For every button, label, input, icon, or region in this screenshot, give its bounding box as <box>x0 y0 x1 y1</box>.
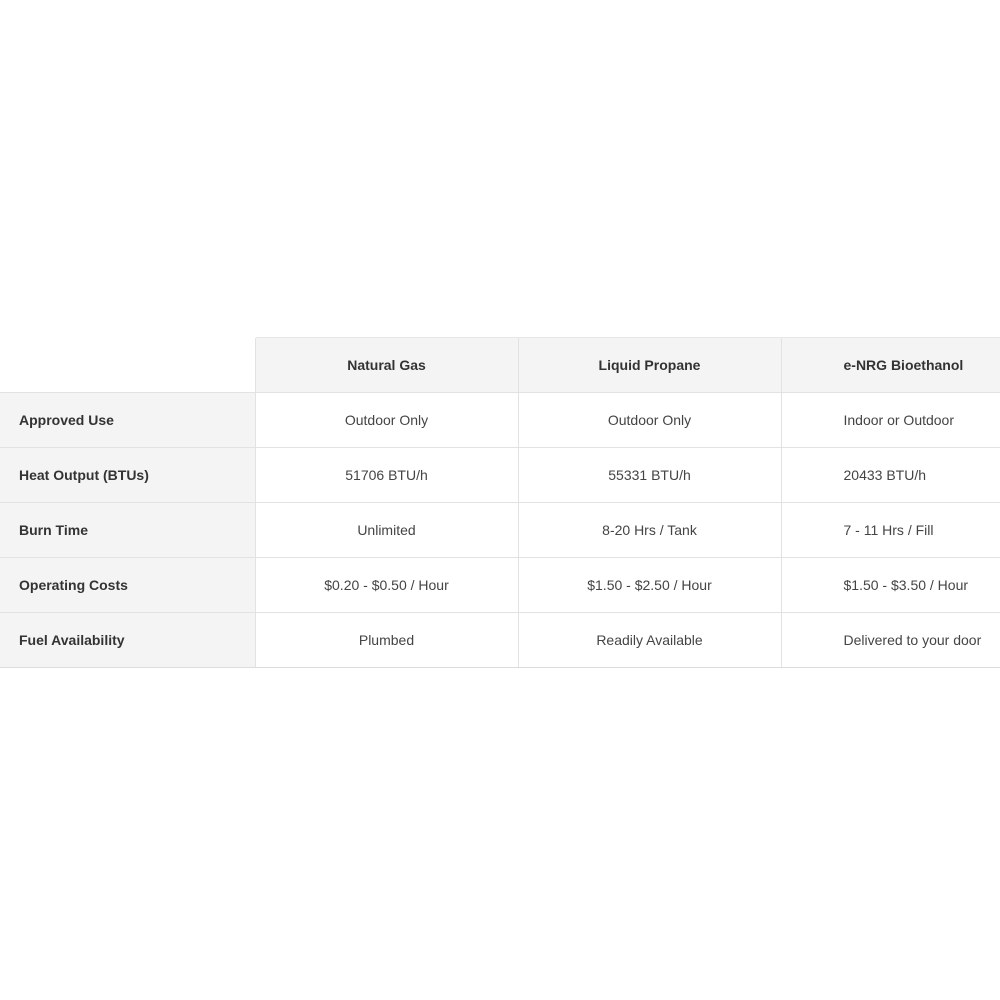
row-label-fuel-availability: Fuel Availability <box>0 613 255 668</box>
table-cell: Plumbed <box>255 613 518 668</box>
table-cell: Indoor or Outdoor <box>781 393 1000 448</box>
column-header-bioethanol: e-NRG Bioethanol <box>781 338 1000 393</box>
table-row <box>0 503 1000 558</box>
table-cell: 8-20 Hrs / Tank <box>518 503 781 558</box>
table-cell: 7 - 11 Hrs / Fill <box>781 503 1000 558</box>
table-cell: $0.20 - $0.50 / Hour <box>255 558 518 613</box>
row-label-approved-use: Approved Use <box>0 393 255 448</box>
header-blank-cell <box>0 338 255 393</box>
table-cell: Readily Available <box>518 613 781 668</box>
column-header-natural-gas: Natural Gas <box>255 338 518 393</box>
table-cell: Outdoor Only <box>518 393 781 448</box>
table-row <box>0 613 1000 668</box>
column-header-liquid-propane: Liquid Propane <box>518 338 781 393</box>
table-cell: Delivered to your door <box>781 613 1000 668</box>
table-header-row <box>0 338 1000 393</box>
table-cell: 55331 BTU/h <box>518 448 781 503</box>
table-cell: 51706 BTU/h <box>255 448 518 503</box>
row-label-burn-time: Burn Time <box>0 503 255 558</box>
table-cell: $1.50 - $2.50 / Hour <box>518 558 781 613</box>
table-cell: $1.50 - $3.50 / Hour <box>781 558 1000 613</box>
table-row <box>0 393 1000 448</box>
table-cell: Unlimited <box>255 503 518 558</box>
table-cell: 20433 BTU/h <box>781 448 1000 503</box>
fuel-comparison-table <box>0 337 1000 668</box>
table-cell: Outdoor Only <box>255 393 518 448</box>
table-row <box>0 558 1000 613</box>
table-row <box>0 448 1000 503</box>
row-label-heat-output: Heat Output (BTUs) <box>0 448 255 503</box>
row-label-operating-costs: Operating Costs <box>0 558 255 613</box>
